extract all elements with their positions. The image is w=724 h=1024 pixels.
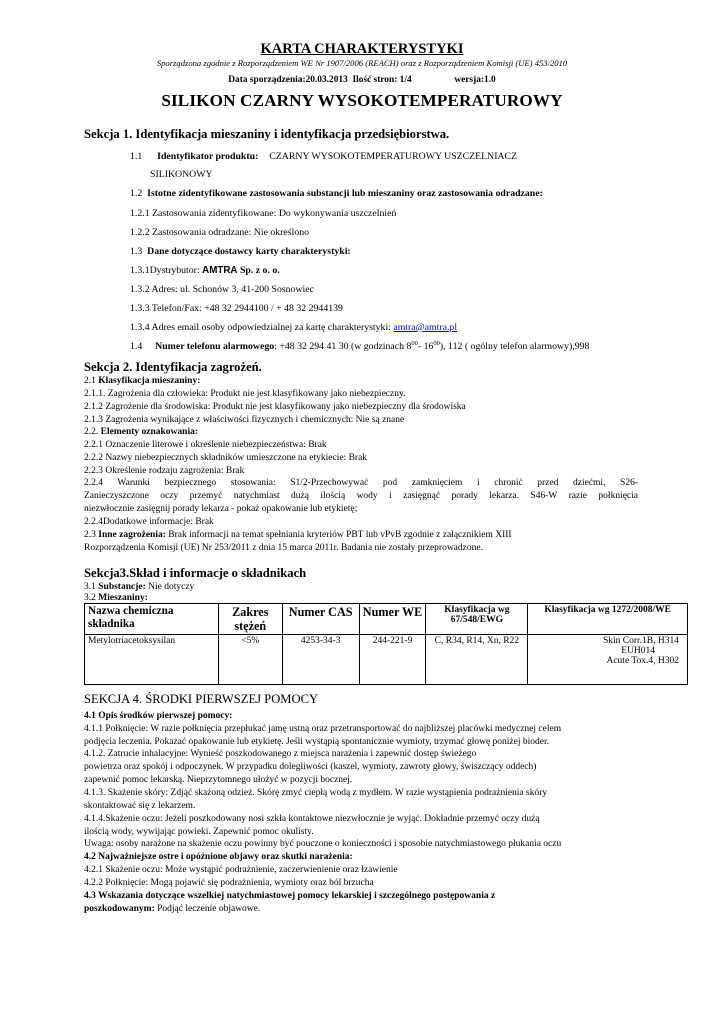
table-header-row [85,604,688,635]
cell-class-67548: C, R34, R14, Xn, R22 [426,635,528,685]
header-cas: Numer CAS [282,604,359,635]
header-we: Numer WE [359,604,426,635]
mixtures-label: Mieszaniny: [98,593,148,603]
cell-chemical-name: Metylotriacetoksysilan [85,635,219,685]
other-hazards-text: Brak informacji na temat spełniania kryteriów PBT lub vPvB zgodnie z załącznikiem XIII [165,530,512,540]
supplier-label: Dane dotyczące dostawcy karty charakterystyki: [147,246,351,257]
line-2-1-1: 2.1.1. Zagrożenia dla człowieka: Produkt nie jest klasyfikowany jako niebezpieczny. [84,389,406,399]
cell-class-1272 [528,635,688,685]
cell-cas: 4253-34-3 [282,635,359,685]
header-chemical-name: Nazwa chemiczna składnika [85,604,219,635]
line-4-1-4-b: ilością wody, wywijając powieki. Zapewnić pomoc okulisty. [84,827,314,837]
line-4-2: 4.2 Najważniejsze ostre i opóźnione objawy oraz skutki narażenia: [84,852,353,862]
table-row [85,635,688,685]
version-label: wersja:1.0 [454,75,496,85]
line-2-2 [84,427,198,437]
line-number: 1.1 [130,151,143,162]
line-2-1-3: 2.1.3 Zagrożenia wynikające z właściwości fizycznych i chemicznych: Nie są znane [84,415,405,425]
uses-label: Istotne zidentyfikowane zastosowania substancji lub mieszaniny oraz zastosowania odradzane: [147,188,543,199]
time-sup-1: 00 [411,340,418,347]
substances-text: Nie dotyczy [145,582,195,592]
line-number: 3.2 [84,593,99,603]
section-4-title: SEKCJA 4. ŚRODKI PIERWSZEJ POMOCY [84,692,319,706]
line-number: 1.3 [130,246,143,257]
line-4-1-1-a: 4.1.1 Połknięcie: W razie połknięcia przepłukać jamę ustną oraz przetransportować do najbliższej placówki medycznej celem [84,724,562,734]
line-2-2-2: 2.2.2 Nazwy niebezpiecznych składników umieszczone na etykiecie: Brak [84,453,368,463]
line-2-3-cont: Rozporządzenia Komisji (UE) Nr 253/2011 z dnia 15 marca 2011r. Badania nie zostały przeprowadzone. [84,543,483,553]
line-4-2-1: 4.2.1 Skażenie oczu: Może wystąpić podrażnienie, zaczerwienienie oraz łzawienie [84,865,398,875]
injured-label: poszkodowanym: [84,904,155,914]
line-2-3 [84,530,512,540]
class-1272-line-1: Skin Corr.1B, H314 [602,636,679,646]
line-1-3-1 [130,265,280,276]
labelling-label: Elementy oznakowania: [100,427,198,437]
line-4-1-4-a: 4.1.4.Skażenie oczu: Jeżeli poszkodowany nosi szkła kontaktowe niezwłocznie je wyjąć. Dokładnie przemyć oczy dużą [84,814,540,824]
line-1-2 [130,188,543,199]
email-link[interactable]: amtra@amtra.pl [393,322,458,333]
line-2-2-1: 2.2.1 Oznaczenie literowe i określenie niebezpieczeństwa: Brak [84,440,327,450]
line-number: 1.4 [130,341,143,352]
line-number: 3.1 [84,582,99,592]
line-4-1-3-a: 4.1.3. Skażenie skóry: Zdjąć skażoną odzież. Skórę zmyć ciepłą wodą z mydłem. W razie wystąpienia podrażnienia skóry [84,788,548,798]
line-4-1: 4.1 Opis środków pierwszej pomocy: [84,711,233,721]
product-identifier-label: Identyfikator produktu: [157,151,259,162]
product-identifier-value: CZARNY WYSOKOTEMPERATUROWY USZCZELNIACZ [269,151,518,162]
emergency-phone-b: - 16 [417,341,434,352]
section-3-title: Sekcja3.Skład i informacje o składnikach [84,566,307,580]
email-label: 1.3.4 Adres email osoby odpowiedzialnej za kartę charakterystyki: [130,322,394,333]
line-4-1-2-a: 4.1.2. Zatrucie inhalacyjne: Wynieść poszkodowanego z miejsca narażenia i zapewnić dostęp świeżego [84,749,477,759]
composition-table [84,603,688,685]
document-subtitle: Sporządzona zgodnie z Rozporządzeniem WE Nr 1907/2006 (REACH) oraz z Rozporządzeniem Komisji (UE) 453/2010 [156,58,568,68]
page-count: Ilość stron: 1/4 [352,75,412,85]
product-title: SILIKON CZARNY WYSOKOTEMPERATUROWY [161,91,563,110]
document-title: KARTA CHARAKTERYSTYKI [260,41,464,57]
section-2-title: Sekcja 2. Identyfikacja zagrożeń. [84,360,262,374]
line-1-1 [130,151,517,162]
line-number: 1.2 [130,188,143,199]
injured-text: Podjąć leczenie objawowe. [154,904,261,914]
line-2-1-2: 2.1.2 Zagrożenie dla środowiska: Produkt nie jest klasyfikowany jako niebezpieczny dla środowiska [84,402,466,412]
distributor-brand: AMTRA [202,265,238,276]
document-meta [0,75,724,85]
emergency-phone-label: Numer telefonu alarmowego [155,341,275,352]
line-2-1 [84,376,200,386]
line-2-2-4-c: niezwłocznie zasięgnij porady lekarza - pokaż opakowanie lub etykietę; [84,504,358,514]
line-4-1-3-b: skontaktować się z lekarzem. [84,801,196,811]
line-1-4 [130,341,589,352]
line-1-2-2: 1.2.2 Zastosowania odradzane: Nie określono [130,227,310,238]
line-3-2 [84,593,148,603]
emergency-phone-c: ), 112 ( ogólny telefon alarmowy),998 [439,341,590,352]
class-1272-line-2: EUH014 [621,646,655,656]
line-1-3-4 [130,322,457,333]
line-1-2-1: 1.2.1 Zastosowania zidentyfikowane: Do wykonywania uszczelnień [130,208,397,219]
class-1272-line-3: Acute Tox.4, H302 [606,656,679,666]
line-4-1-2-b: powietrza oraz spokój i odpoczynek. W przypadku dolegliwości (kaszel, wymioty, zawroty głowy, świszczący oddech) [84,762,537,772]
substances-label: Substancje: [98,582,146,592]
line-number: 2.3 [84,530,99,540]
header-class-67548: Klasyfikacja wg 67/548/EWG [426,604,528,635]
creation-date: Data sporządzenia:20.03.2013 [228,75,348,85]
line-number: 2.1 [84,376,99,386]
cell-concentration: <5% [218,635,282,685]
line-2-2-4-d: 2.2.4Dodatkowe informacje: Brak [84,517,214,527]
line-3-1 [84,582,194,592]
line-4-3-b [84,904,260,914]
classification-label: Klasyfikacja mieszaniny: [98,376,201,386]
line-2-2-4-b: Zanieczyszczone oczy przemyć natychmiast dużą ilością wody i zasięgnąć porady lekarza. S46-W razie połknięcia [84,491,638,501]
time-sup-2: 00 [433,340,440,347]
header-concentration: Zakres stężeń [218,604,282,635]
line-4-1-2-c: zapewnić pomoc lekarską. Nieprzytomnego ułożyć w pozycji bocznej. [84,775,353,785]
header-class-1272: Klasyfikacja wg 1272/2008/WE [528,604,688,635]
line-1-1-cont: SILIKONOWY [150,169,213,180]
line-2-2-4-a: 2.2.4 Warunki bezpiecznego stosowania: S1/2-Przechowywać pod zamknięciem i chronić przed dziećmi, S26- [84,478,638,488]
line-2-2-3: 2.2.3 Określenie rodzaju zagrożenia: Brak [84,466,245,476]
line-4-2-2: 4.2.2 Połknięcie: Mogą pojawić się podrażnienia, wymioty oraz ból brzucha [84,878,374,888]
line-4-1-1-b: podjęcia leczenia. Pokazać opakowanie lub etykietę. Jeśli wystąpią spontanicznie wymioty, trzymać głowę poniżej bioder. [84,737,549,747]
distributor-label: 1.3.1Dystrybutor: [130,265,203,276]
section-1-title: Sekcja 1. Identyfikacja mieszaniny i identyfikacja przedsiębiorstwa. [84,127,450,141]
line-4-3-a: 4.3 Wskazania dotyczące wszelkiej natychmiastowej pomocy lekarskiej i szczególnego postępowania z [84,891,496,901]
line-1-3-2: 1.3.2 Adres: ul. Schonów 3, 41-200 Sosnowiec [130,284,314,295]
emergency-phone-a: : +48 32 294 41 30 (w godzinach 8 [274,341,412,352]
line-1-3 [130,246,351,257]
line-4-1-4-c: Uwaga: osoby narażone na skażenie oczu powinny być pouczone o konieczności i sposobie natychmiastowego płukania oczu [84,839,562,849]
other-hazards-label: Inne zagrożenia: [98,530,166,540]
line-number: 2.2. [84,427,101,437]
line-1-3-3: 1.3.3 Telefon/Fax: +48 32 2944100 / + 48 32 2944139 [130,303,343,314]
distributor-suffix: Sp. z o. o. [237,265,280,276]
cell-we: 244-221-9 [359,635,426,685]
